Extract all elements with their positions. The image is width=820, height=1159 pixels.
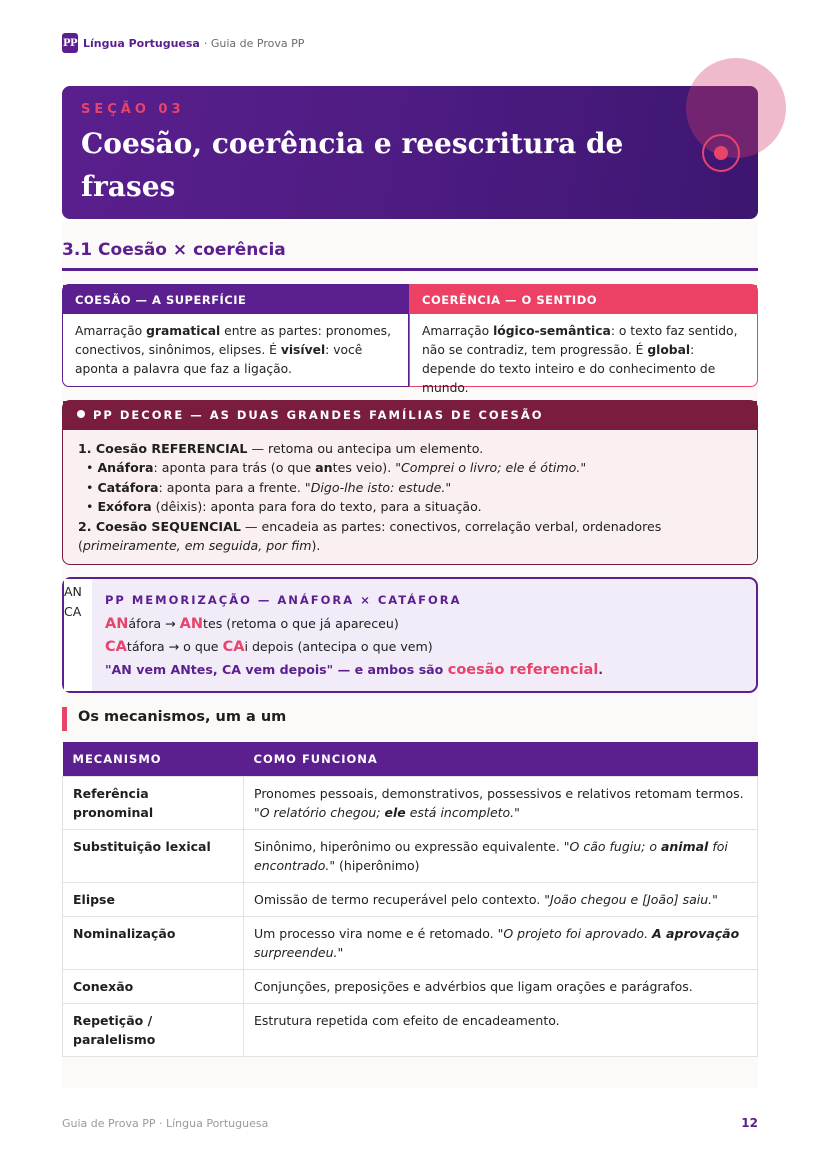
memo-line: CAtáfora → o que CAi depois (antecipa o que vem) [105,639,433,655]
column-header-mechanism: MECANISMO [63,742,244,776]
table-row [63,829,758,882]
page-number: 12 [741,1116,758,1130]
mechanism-description: Omissão de termo recuperável pelo contexto. "João chegou e [João] saiu." [244,882,758,916]
pp-logo: PP [62,33,78,53]
decore-line: 2. Coesão SEQUENCIAL — encadeia as partes: conectivos, correlação verbal, ordenadores (primeiramente, em seguida, por fim). [78,518,662,554]
heading-accent-bar [62,707,67,731]
table-row [63,969,758,1003]
mechanism-description: Estrutura repetida com efeito de encadeamento. [244,1003,758,1056]
cohesion-card [62,284,409,387]
bullet-icon [77,410,85,418]
mechanism-description: Conjunções, preposições e advérbios que ligam orações e parágrafos. [244,969,758,1003]
header-subtitle: · Guia de Prova PP [203,36,305,50]
table-row [63,916,758,969]
table-header-row [63,742,758,776]
section-kicker: SEÇÃO 03 [81,102,185,117]
mechanism-name: Conexão [63,969,244,1003]
mechanism-description: Pronomes pessoais, demonstrativos, possessivos e relativos retomam termos. "O relatório chegou; ele está incompleto." [244,776,758,829]
mechanisms-table [62,742,758,1057]
table-row [63,882,758,916]
table-row [63,1003,758,1056]
coherence-card-text: Amarração lógico-semântica: o texto faz sentido, não se contradiz, tem progressão. É global: depende do texto inteiro e do conhecimento de mundo. [422,324,738,395]
subsection-heading: 3.1 Coesão × coerência [62,240,286,260]
mechanism-name: Nominalização [63,916,244,969]
section-title: Coesão, coerência e reescritura de frases [81,127,624,203]
memo-line: ANáfora → ANtes (retoma o que já apareceu) [105,616,399,632]
decore-line: 1. Coesão REFERENCIAL — retoma ou antecipa um elemento. [78,441,484,456]
mechanism-name: Repetição / paralelismo [63,1003,244,1056]
memorization-box [62,577,758,693]
cohesion-card-text: Amarração gramatical entre as partes: pronomes, conectivos, sinônimos, elipses. É visível: você aponta a palavra que faz a ligação. [75,324,391,376]
memo-title: PP MEMORIZAÇÃO — ANÁFORA × CATÁFORA [105,593,462,607]
coherence-card-title: COERÊNCIA — O SENTIDO [410,285,757,314]
mechanism-name: Substituição lexical [63,829,244,882]
page-header [62,32,304,54]
column-header-how: COMO FUNCIONA [244,742,758,776]
mechanism-description: Sinônimo, hiperônimo ou expressão equivalente. "O cão fugiu; o animal foi encontrado." (hiperônimo) [244,829,758,882]
heading-divider [62,268,758,271]
table-row [63,776,758,829]
mechanisms-heading: Os mecanismos, um a um [78,709,287,725]
cohesion-card-title: COESÃO — A SUPERFÍCIE [63,285,408,314]
decore-line: • Catáfora: aponta para a frente. "Digo-lhe isto: estude." [86,479,452,495]
decore-title: PP DECORE — AS DUAS GRANDES FAMÍLIAS DE COESÃO [63,401,757,430]
mechanism-name: Referência pronominal [63,776,244,829]
coherence-card [409,284,758,395]
target-dot [714,146,728,160]
section-banner [62,86,758,219]
memo-side-label: AN CA [64,579,92,691]
mechanism-name: Elipse [63,882,244,916]
decore-line: • Anáfora: aponta para trás (o que antes veio). "Comprei o livro; ele é ótimo." [86,460,587,476]
decore-content [63,430,757,564]
decore-line: • Exófora (dêixis): aponta para fora do texto, para a situação. [86,499,482,515]
footer-text: Guia de Prova PP · Língua Portuguesa [62,1117,269,1130]
brand-name: Língua Portuguesa [83,36,200,50]
decore-box [62,400,758,565]
mechanism-description: Um processo vira nome e é retomado. "O projeto foi aprovado. A aprovação surpreendeu." [244,916,758,969]
memo-line: "AN vem ANtes, CA vem depois" — e ambos são coesão referencial. [105,662,604,678]
